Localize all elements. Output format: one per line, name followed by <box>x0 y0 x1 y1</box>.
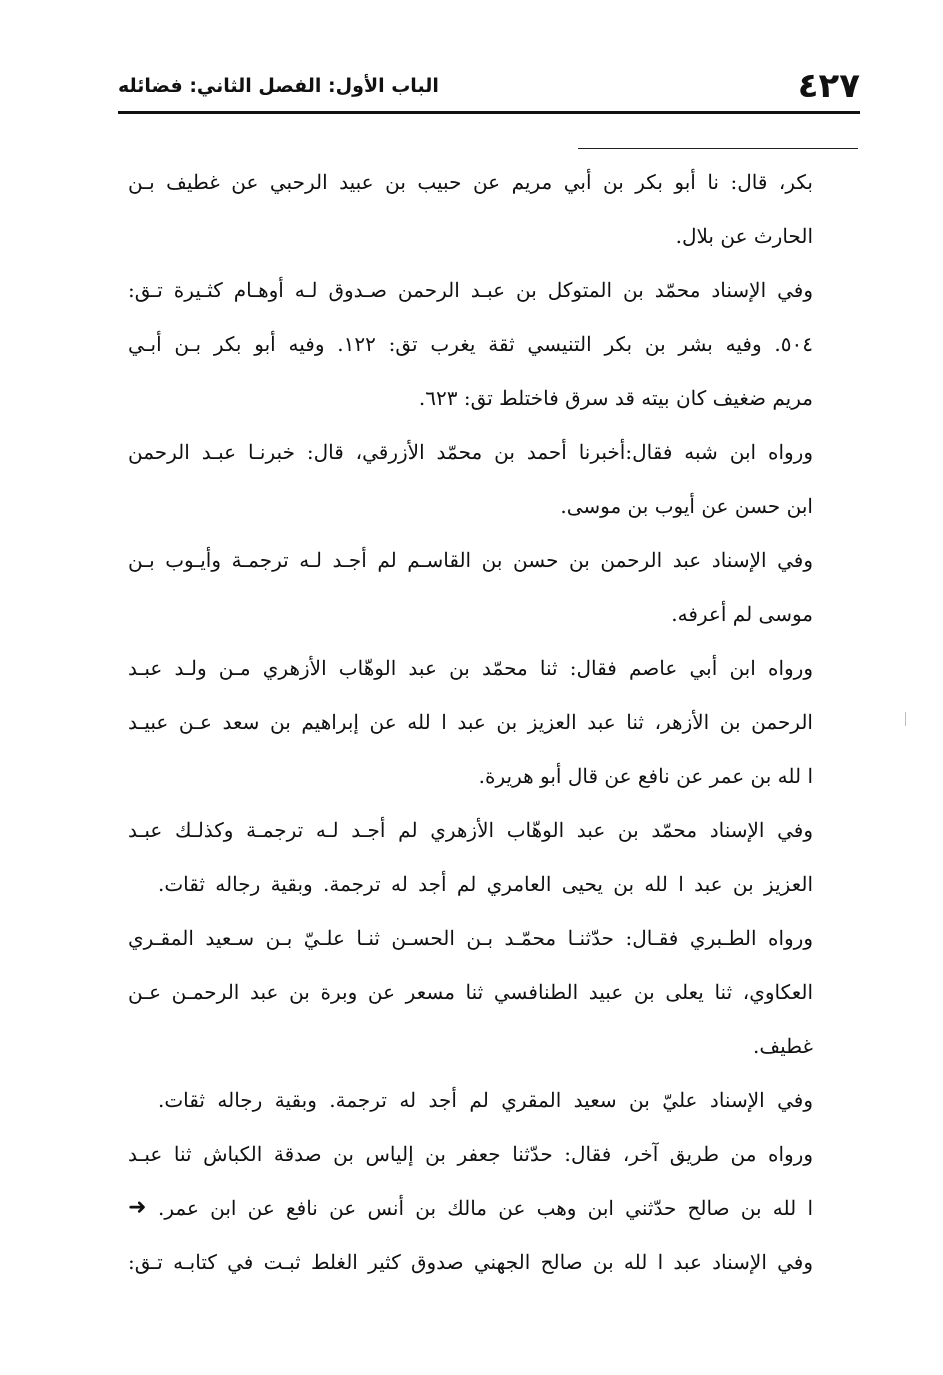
text-line: وفي الإسناد محمّد بن المتوكل بن عبـد الرحمن صـدوق لـه أوهـام كثـيرة تـق: <box>128 278 813 302</box>
continuation-arrow-icon: ➜ <box>128 1195 147 1220</box>
text-line: ورواه من طريق آخر، فقال: حدّثنا جعفر بن إلياس بن صدقة الكباش ثنا عبـد <box>128 1142 813 1166</box>
page-number: ٤٢٧ <box>797 66 860 106</box>
text-line: ورواه ابن شبه فقال:أخبرنا أحمد بن محمّد الأزرقي، قال: خبرنـا عبـد الرحمن <box>128 440 813 464</box>
text-line: ورواه الطـبري فقـال: حدّثنـا محمّـد بـن الحسـن ثنـا علـيّ بـن سـعيد المقـري <box>128 926 813 950</box>
text-line: ابن حسن عن أيوب بن موسى. <box>560 494 813 518</box>
text-line: العكاوي، ثنا يعلى بن عبيد الطنافسي ثنا مسعر عن وبرة بن عبد الرحمـن عـن <box>128 980 813 1004</box>
text-line: ا لله بن صالح حدّثني ابن وهب عن مالك بن أنس عن نافع عن ابن عمر. <box>158 1196 813 1220</box>
text-line: ورواه ابن أبي عاصم فقال: ثنا محمّد بن عبد الوهّاب الأزهري مـن ولـد عبـد <box>128 656 813 680</box>
text-line: الرحمن بن الأزهر، ثنا عبد العزيز بن عبد ا لله عن إبراهيم بن سعد عـن عبيـد <box>128 710 813 734</box>
text-line: ٥٠٤. وفيه بشر بن بكر التنيسي ثقة يغرب تق: ١٢٢. وفيه أبو بكر بـن أبـي <box>128 332 813 356</box>
text-line: بكر، قال: نا أبو بكر بن أبي مريم عن حبيب بن عبيد الرحبي عن غطيف بـن <box>128 170 813 194</box>
scan-artifact <box>905 712 906 726</box>
text-line: وفي الإسناد عليّ بن سعيد المقري لم أجد له ترجمة. وبقية رجاله ثقات. <box>158 1088 813 1112</box>
text-line: ا لله بن عمر عن نافع عن قال أبو هريرة. <box>478 764 813 788</box>
separator-rule <box>578 148 858 149</box>
text-line: مريم ضغيف كان بيته قد سرق فاختلط تق: ٦٢٣. <box>418 386 813 410</box>
text-line: وفي الإسناد عبد ا لله بن صالح الجهني صدوق كثير الغلط ثبـت في كتابـه تـق: <box>128 1250 813 1274</box>
text-line: موسى لم أعرفه. <box>671 602 813 626</box>
text-line: الحارث عن بلال. <box>675 224 813 248</box>
running-title: الباب الأول: الفصل الثاني: فضائله <box>118 75 439 97</box>
text-line: وفي الإسناد عبد الرحمن بن حسن بن القاسـم لم أجـد لـه ترجمـة وأيـوب بـن <box>128 548 813 572</box>
text-line: غطيف. <box>753 1034 813 1058</box>
header-rule <box>118 111 860 114</box>
body-text <box>128 155 813 1289</box>
text-line: وفي الإسناد محمّد بن عبد الوهّاب الأزهري لم أجـد لـه ترجمـة وكذلـك عبـد <box>128 818 813 842</box>
page-header <box>118 60 860 112</box>
text-line: العزيز بن عبد ا لله بن يحيى العامري لم أجد له ترجمة. وبقية رجاله ثقات. <box>158 872 813 896</box>
